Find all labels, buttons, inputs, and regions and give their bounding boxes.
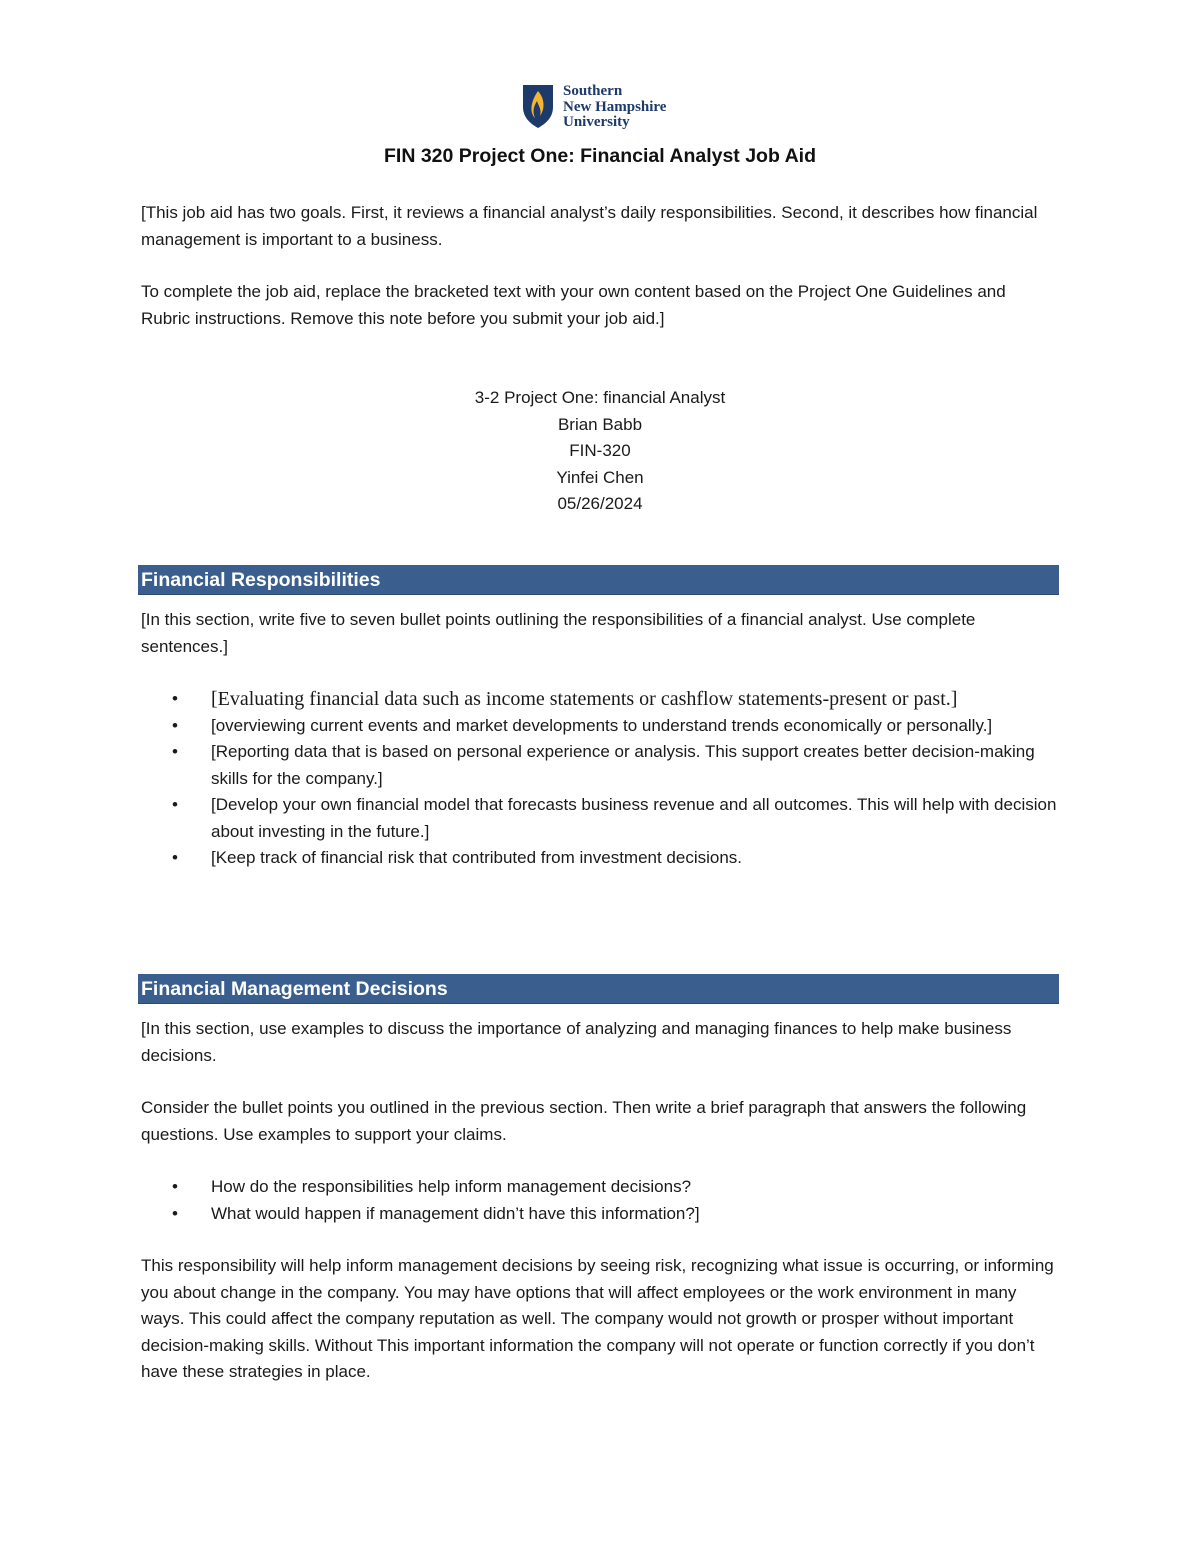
decisions-instructions-1-text: [In this section, use examples to discuss the importance of analyzing and managing finances to help make business decisions. [141, 1019, 1012, 1065]
list-item: • What would happen if management didn’t have this information?] [172, 1203, 700, 1223]
list-item-text: [Develop your own financial model that forecasts business revenue and all outcomes. This will help with decision about investing in the future.] [211, 795, 1057, 841]
answer-paragraph [141, 1253, 1059, 1386]
assignment-title: 3-2 Project One: financial Analyst [474, 388, 726, 407]
decisions-instructions-2-text: Consider the bullet points you outlined in the previous section. Then write a brief paragraph that answers the following questions. Use examples to support your claims. [141, 1098, 1027, 1144]
answer-paragraph-text: This responsibility will help inform management decisions by seeing risk, recognizing what issue is occurring, or informing you about change in the company. You may have options that will affect employees or the work environment in many ways. This could affect the company reputation as well. The company would not growth or prosper without important decision-making skills. Without This important information the company will not operate or function correctly if you don’t have these strategies in place. [141, 1256, 1054, 1381]
course-code: FIN-320 [569, 441, 631, 460]
list-item: • [Evaluating financial data such as income statements or cashflow statements-present or past.] [172, 688, 958, 710]
logo-line-3: University [563, 114, 630, 130]
list-item-text: [Reporting data that is based on personal experience or analysis. This support creates better decision-making skills for the company.] [211, 742, 1035, 788]
university-name [563, 84, 666, 131]
list-item: • [Keep track of financial risk that contributed from investment decisions. [172, 848, 743, 867]
instructor-name: Yinfei Chen [556, 467, 644, 487]
list-item: • [overviewing current events and market developments to understand trends economically or personally.] [172, 715, 993, 735]
submission-date: 05/26/2024 [557, 494, 643, 513]
list-item-text: [overviewing current events and market developments to understand trends economically or personally.] [211, 715, 993, 735]
responsibilities-list [141, 686, 1059, 872]
section-heading-responsibilities: Financial Responsibilities [138, 565, 1059, 595]
list-item: • [Reporting data that is based on personal experience or analysis. This support creates better decision-making skills for the company.] [172, 742, 1035, 788]
student-name: Brian Babb [557, 414, 643, 434]
intro-note [141, 200, 1059, 253]
decisions-instructions-1 [141, 1016, 1059, 1069]
intro-paragraph-1: [This job aid has two goals. First, it reviews a financial analyst’s daily responsibilities. Second, it describes how financial management is important to a business. [141, 203, 1038, 249]
list-item: • [Develop your own financial model that forecasts business revenue and all outcomes. This will help with decision about investing in the future.] [172, 795, 1057, 841]
list-item: • How do the responsibilities help inform management decisions? [172, 1177, 692, 1196]
questions-list [141, 1174, 1059, 1227]
decisions-instructions-2 [141, 1095, 1059, 1148]
logo-line-2: New Hampshire [563, 98, 667, 115]
intro-note-2 [141, 279, 1059, 332]
shield-flame-icon [521, 83, 555, 129]
cover-info [141, 385, 1059, 518]
list-item-text: [Evaluating financial data such as income statements or cashflow statements-present or past.] [211, 688, 958, 710]
list-item-text: How do the responsibilities help inform management decisions? [211, 1177, 692, 1196]
list-item-text: [Keep track of financial risk that contributed from investment decisions. [211, 848, 743, 867]
responsibilities-instructions-text: [In this section, write five to seven bullet points outlining the responsibilities of a financial analyst. Use complete sentences.] [141, 610, 976, 656]
university-logo [521, 83, 666, 131]
logo-line-1: Southern [563, 83, 623, 99]
section-heading-management-decisions: Financial Management Decisions [138, 974, 1059, 1004]
intro-paragraph-2: To complete the job aid, replace the bracketed text with your own content based on the Project One Guidelines and Rubric instructions. Remove this note before you submit your job aid.] [141, 282, 1006, 328]
list-item-text: What would happen if management didn’t have this information?] [211, 1203, 700, 1223]
responsibilities-instructions [141, 607, 1059, 660]
document-title: FIN 320 Project One: Financial Analyst Job Aid [384, 145, 816, 167]
